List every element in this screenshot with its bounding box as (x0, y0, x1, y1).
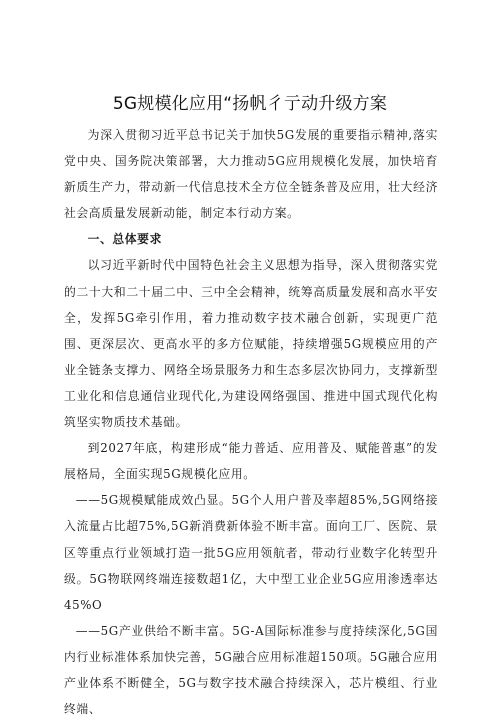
guiding-principles-paragraph: 以习近平新时代中国特色社会主义思想为指导，深入贯彻落实党的二十大和二十届二中、三中全会精神，统筹高质量发展和高水平安全，发挥5G牵引作用，着力推动数字技术融合创新，实现更广范围、更深层次、更高水平的多方位赋能，持续增强5G规模应用的产业全链条支撑力、网络全场景服务力和生态多层次协同力，支撑新型工业化和信息通信业现代化,为建设网络强国、推进中国式现代化构筑坚实物质技术基础。 (64, 258, 438, 430)
intro-paragraph: 为深入贯彻习近平总书记关于加快5G发展的重要指示精神,落实党中央、国务院决策部署，大力推动5G应用规模化发展，加快培育新质生产力，带动新一代信息技术全方位全链条普及应用，壮大经济社会高质量发展新动能，制定本行动方案。 (64, 128, 438, 221)
goal-paragraph-empowerment: ——5G规模赋能成效凸显。5G个人用户普及率超85%,5G网络接入流量占比超75%,5G新消费新体验不断丰富。面向工厂、医院、景区等重点行业领域打造一批5G应用领航者，带动行业数字化转型升级。5G物联网终端连接数超1亿，大中型工业企业5G应用渗透率达45%O (64, 493, 438, 612)
goal-paragraph-industry-supply: ——5G产业供给不断丰富。5G-A国际标准参与度持续深化,5G国内行业标准体系加快完善，5G融合应用标准超150项。5G融合应用产业体系不断健全，5G与数字技术融合持续深入，芯片模组、行业终端、 (64, 623, 438, 717)
section-heading-general-requirements: 一、总体要求 (87, 232, 162, 247)
document-title: 5G规模化应用“扬帆彳亍动升级方案 (112, 94, 388, 114)
target-2027-paragraph: 到2027年底，构建形成“能力普适、应用普及、赋能普惠”的发展格局，全面实现5G规模化应用。 (64, 441, 438, 482)
document-body (64, 122, 438, 722)
